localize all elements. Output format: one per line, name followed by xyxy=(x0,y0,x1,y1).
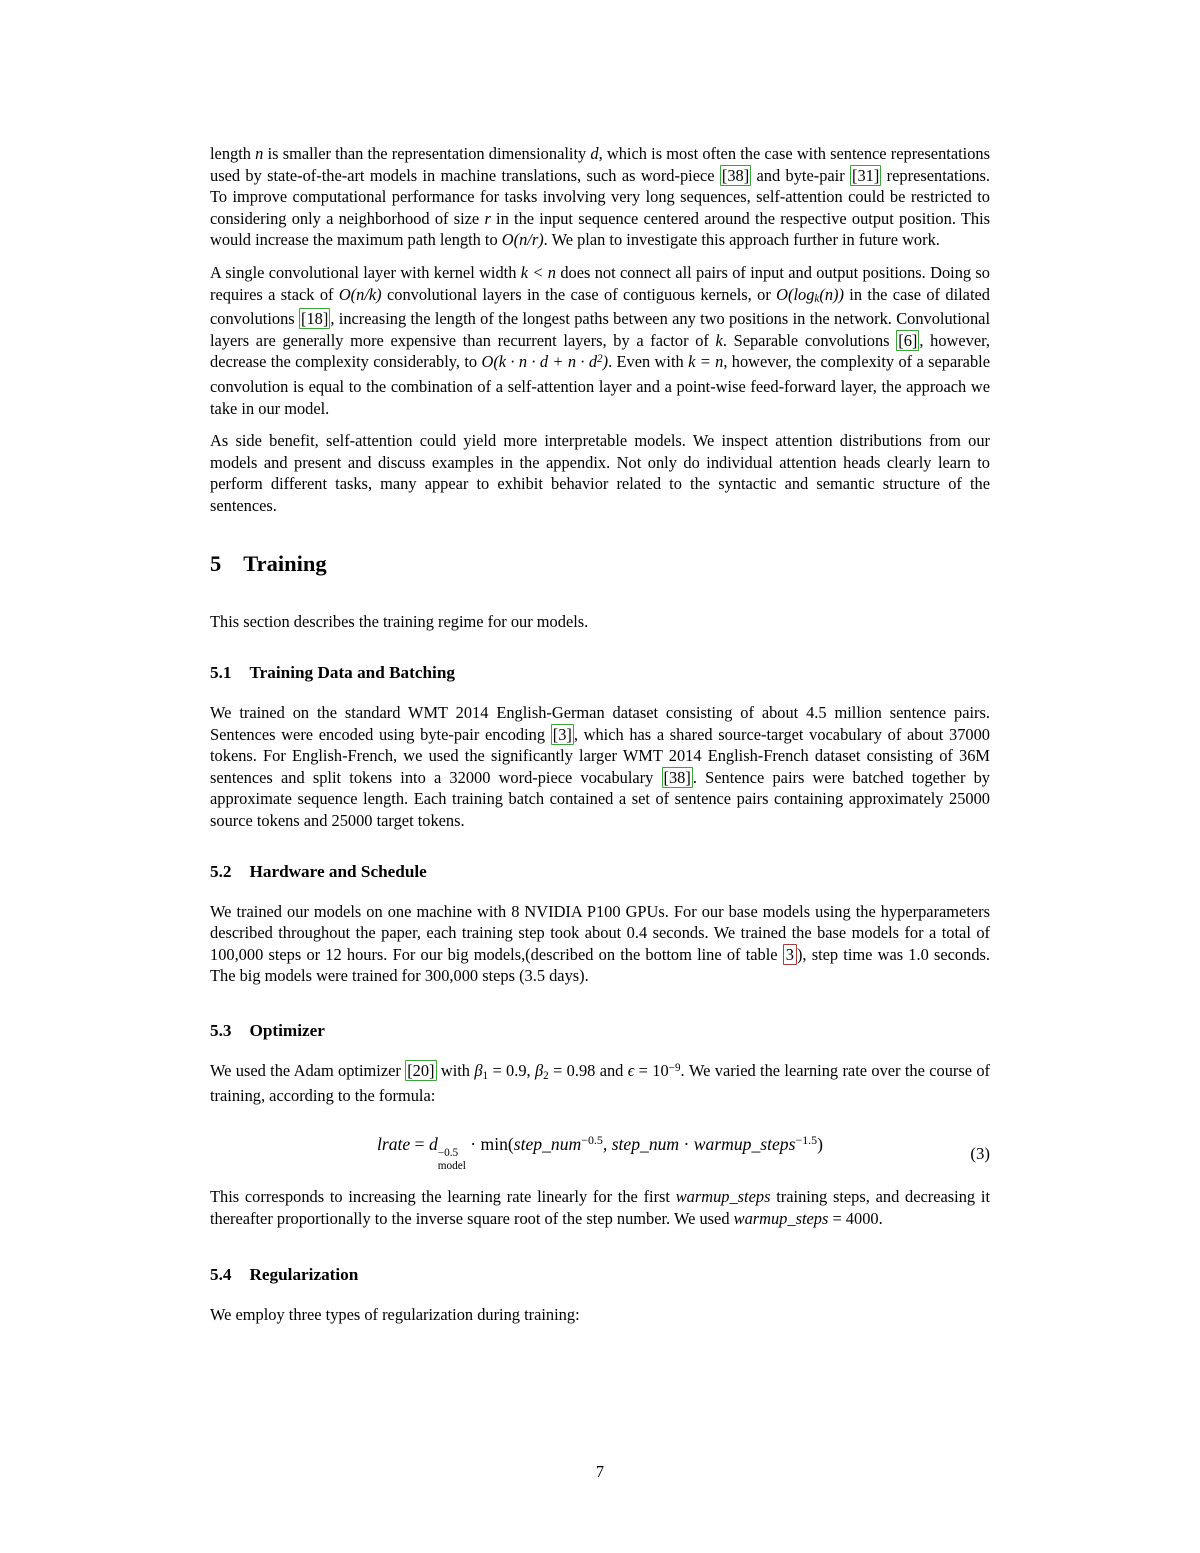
math-inline: r xyxy=(484,208,491,228)
section-title: Training xyxy=(243,550,327,576)
equation-body xyxy=(377,1134,823,1173)
citation-link[interactable]: [6] xyxy=(898,330,918,350)
math-inline: warmup_steps xyxy=(693,1134,796,1155)
math-inline: ϵ xyxy=(627,1061,635,1081)
text-run: ) xyxy=(817,1134,823,1155)
math-inline: β xyxy=(534,1061,544,1081)
text-run: This corresponds to increasing the learning rate linearly for the first xyxy=(210,1187,676,1207)
math-inline: (n)) xyxy=(819,284,844,304)
text-run: and byte-pair xyxy=(751,165,851,185)
citation-link[interactable]: [38] xyxy=(663,767,691,787)
math-inline: warmup_steps xyxy=(733,1208,829,1228)
math-subsup: −0.5 model xyxy=(437,1147,466,1173)
subsection-title: Regularization xyxy=(249,1264,359,1284)
math-inline: O(n/r) xyxy=(501,230,544,250)
text-run: length xyxy=(210,144,256,163)
text-run: convolutional layers in the case of contiguous kernels, or xyxy=(381,284,777,304)
text-run: We trained our models on one machine with 8 NVIDIA P100 GPUs. For our base models using the hyperparameters described throughout the paper, each training step took about 0.4 seconds. We trained the base models for a total of 100,000 steps or 12 hours. For our big models,(described on the bottom line of table xyxy=(210,901,990,964)
paragraph-path-length xyxy=(210,143,990,251)
subsection-number: 5.4 xyxy=(210,1264,232,1284)
text-run: We trained on the standard WMT 2014 English-German dataset consisting of about 4.5 million sentence pairs. Sentences were encoded using byte-pair encoding xyxy=(210,703,990,744)
math-inline: β xyxy=(474,1061,483,1081)
paragraph-training-data xyxy=(210,702,990,832)
math-inline: , step_num xyxy=(602,1134,680,1155)
subsection-title: Optimizer xyxy=(249,1021,325,1041)
section-heading-training xyxy=(210,551,990,577)
paragraph-warmup xyxy=(210,1186,990,1229)
text-run: ), step time was 1.0 seconds. The big models were trained for 300,000 steps (3.5 days). xyxy=(210,944,990,986)
text-run: A single convolutional layer with kernel width xyxy=(210,262,521,282)
math-inline: 2 xyxy=(543,1069,549,1082)
math-inline: 2 xyxy=(597,353,603,365)
text-run: = xyxy=(410,1134,429,1155)
text-run: As side benefit, self-attention could yield more interpretable models. We inspect attention distributions from our models and present and discuss examples in the appendix. Not only do individual attention heads clearly learn to perform different tasks, many appear to exhibit behavior related to the syntactic and semantic structure of the sentences. xyxy=(210,431,990,515)
text-run: . Separable convolutions xyxy=(722,330,897,350)
text-run: This section describes the training regime for our models. xyxy=(210,611,589,631)
text-run: . Sentence pairs were batched together by approximate sequence length. Each training batch contained a set of sentence pairs containing approximately 25000 source tokens and 25000 target tokens. xyxy=(210,767,991,831)
citation-link[interactable]: [38] xyxy=(721,165,750,185)
text-run: We employ three types of regularization during training: xyxy=(210,1304,580,1324)
subsection-heading-optimizer xyxy=(210,1020,990,1041)
math-inline: O(k · n · d + n · d xyxy=(481,352,598,372)
text-run: = 4000. xyxy=(828,1208,883,1228)
text-run: training steps, and decreasing it thereafter proportionally to the inverse square root of the step number. We used xyxy=(210,1187,991,1228)
subsection-heading-regularization xyxy=(210,1264,990,1285)
text-run: = 0.98 and xyxy=(548,1061,628,1081)
text-run: . We plan to investigate this approach further in future work. xyxy=(543,230,940,250)
math-inline: d xyxy=(590,144,599,163)
text-run: = 10 xyxy=(634,1061,669,1081)
math-inline: −0.5 xyxy=(581,1133,603,1148)
paragraph-hardware xyxy=(210,901,990,987)
subsection-number: 5.2 xyxy=(210,861,232,881)
math-inline: 1 xyxy=(482,1069,489,1082)
text-run: We used the Adam optimizer xyxy=(210,1061,406,1081)
text-column xyxy=(210,143,990,1336)
text-run: in the input sequence centered around the respective output position. This would increase the maximum path length to xyxy=(210,208,990,250)
text-run: is smaller than the representation dimensionality xyxy=(263,144,591,163)
citation-link[interactable]: [31] xyxy=(852,165,880,185)
citation-link[interactable]: [20] xyxy=(407,1061,435,1081)
math-inline: −1.5 xyxy=(795,1133,818,1148)
page-number: 7 xyxy=(595,1462,605,1481)
subsection-heading-hardware xyxy=(210,861,990,882)
math-inline: −9 xyxy=(668,1061,681,1074)
text-run: , increasing the length of the longest paths between any two positions in the network. Convolutional layers are generally more expensive than recurrent layers, by a factor of xyxy=(210,309,990,350)
paragraph-regularization xyxy=(210,1304,990,1326)
math-inline: k = n xyxy=(688,352,724,372)
text-run: representations. To improve computational performance for tasks involving very long sequences, self-attention could be restricted to considering only a neighborhood of size xyxy=(210,165,990,228)
text-run: . Even with xyxy=(608,352,689,372)
table-ref-link[interactable]: 3 xyxy=(783,944,797,965)
text-run: , however, the complexity of a separable convolution is equal to the combination of a self-attention layer and a point-wise feed-forward layer, the approach we take in our model. xyxy=(210,352,990,418)
equation-learning-rate xyxy=(210,1134,990,1173)
math-inline: O(log xyxy=(776,284,815,304)
text-run: , which has a shared source-target vocabulary of about 37000 tokens. For English-French, we used the significantly larger WMT 2014 English-French dataset consisting of 36M sentences and split tokens into a 32000 word-piece vocabulary xyxy=(210,724,990,787)
text-run: · xyxy=(679,1134,694,1155)
text-run: . We varied the learning rate over the course of training, according to the formula: xyxy=(210,1061,991,1105)
subsection-number: 5.3 xyxy=(210,1021,232,1041)
text-run: in the case of dilated convolutions xyxy=(210,284,990,329)
math-inline: warmup_steps xyxy=(675,1187,771,1207)
text-run: does not connect all pairs of input and output positions. Doing so requires a stack of xyxy=(210,262,991,304)
text-run: · min( xyxy=(465,1134,514,1155)
text-run: with xyxy=(436,1061,475,1081)
paragraph-convolutional-layers xyxy=(210,262,990,419)
paragraph-training-intro xyxy=(210,611,990,633)
subsection-heading-training-data xyxy=(210,662,990,683)
math-inline: k xyxy=(814,293,820,306)
subsection-number: 5.1 xyxy=(210,663,232,683)
paragraph-side-benefit xyxy=(210,430,990,516)
math-inline: step_num xyxy=(513,1134,582,1155)
math-inline: k xyxy=(715,330,723,350)
math-inline: lrate xyxy=(376,1134,411,1155)
citation-link[interactable]: [3] xyxy=(552,724,572,744)
math-inline: n xyxy=(255,144,264,163)
text-run: , which is most often the case with sentence representations used by state-of-the-art models in machine translations, such as word-piece xyxy=(210,144,990,185)
math-inline: O(n/k) xyxy=(338,284,382,304)
subsection-title: Training Data and Batching xyxy=(249,663,455,683)
subsection-title: Hardware and Schedule xyxy=(249,861,427,881)
math-inline: d xyxy=(428,1134,438,1155)
section-number: 5 xyxy=(210,550,222,576)
math-inline: ) xyxy=(602,352,609,372)
equation-number: (3) xyxy=(970,1143,990,1163)
text-run: , however, decrease the complexity considerably, to xyxy=(210,330,990,372)
citation-link[interactable]: [18] xyxy=(301,309,329,329)
math-inline: k < n xyxy=(520,262,556,282)
text-run: = 0.9, xyxy=(488,1061,535,1081)
paragraph-optimizer xyxy=(210,1060,990,1106)
